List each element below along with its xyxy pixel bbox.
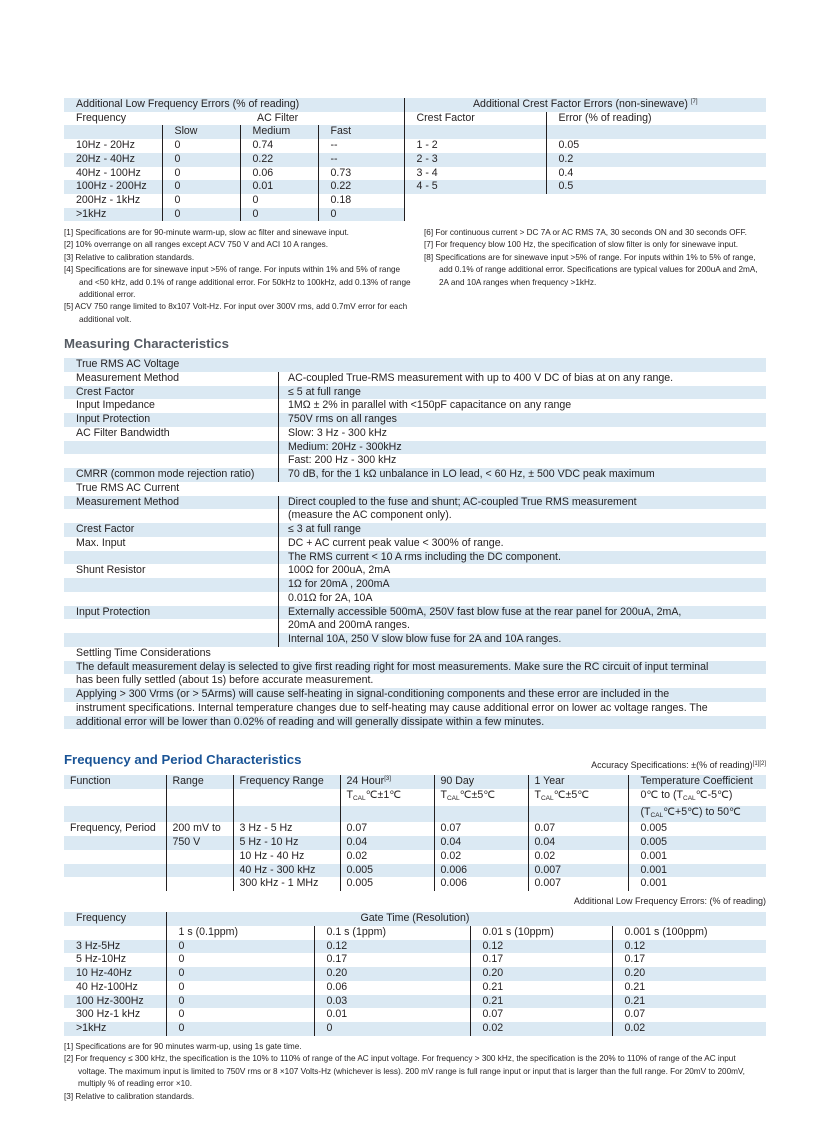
footnote: [8] Specifications are for sinewave input >5% of range. For inputs within 1% to 5% of range, add 0.1% of range additional error. Specifications are typical values for 200uA and 2mA, 2A and 10A ranges when frequency >1kHz. <box>424 252 758 287</box>
lowfreq-col-frequency: Frequency <box>76 111 127 124</box>
spec-label: AC Filter Bandwidth <box>76 426 170 439</box>
freq-cell: 0.006 <box>434 864 528 878</box>
freq-cell: 10 Hz - 40 Hz <box>233 850 340 864</box>
freq-cell: 0.04 <box>528 836 628 850</box>
gate-cell: 0.02 <box>612 1022 766 1036</box>
notes-bottom <box>64 1041 766 1103</box>
freq-cell: 0.04 <box>434 836 528 850</box>
crest-cell: 3 - 4 <box>416 166 438 179</box>
gate-cell: 0.17 <box>470 953 612 967</box>
gate-cell: 0.21 <box>470 981 612 995</box>
gate-cell: 0 <box>166 995 314 1009</box>
lowfreq-col-acfilter: AC Filter <box>162 112 404 126</box>
lowfreq-cell: -- <box>318 153 404 167</box>
gate-cell: 40 Hz-100Hz <box>76 980 138 993</box>
gate-cell: 0 <box>166 1008 314 1022</box>
gate-cell: 0.02 <box>470 1022 612 1036</box>
spec-value: Externally accessible 500mA, 250V fast blow fuse at the rear panel for 200uA, 2mA, <box>279 606 767 620</box>
gate-cell: 0.03 <box>314 995 470 1009</box>
footnote: [2] 10% overrange on all ranges except ACV 750 V and ACI 10 A ranges. <box>64 240 328 250</box>
lowfreq-title: Additional Low Frequency Errors (% of reading) <box>64 98 404 112</box>
tc-line-2: $(T_{CAL}℃+5℃)$ to 50℃ <box>628 806 766 823</box>
spec-value: 1Ω for 20mA , 200mA <box>279 578 767 592</box>
freq-cell: 0.02 <box>340 850 434 864</box>
settling-line: The default measurement delay is selected to give first reading right for most measurements. Make sure the RC circuit of input terminal <box>64 661 766 675</box>
gate-cell: 0.20 <box>612 967 766 981</box>
gate-cell: 0.06 <box>314 981 470 995</box>
lowfreq-cell: 0.06 <box>240 167 318 181</box>
freq-cell: 0.001 <box>628 850 766 864</box>
spec-value: ≤ 5 at full range <box>279 386 767 400</box>
spec-value: 100Ω for 200uA, 2mA <box>279 564 767 578</box>
crest-col-error: Error (% of reading) <box>546 112 766 126</box>
crest-cell: 0.2 <box>546 153 766 167</box>
gate-cell: 0.17 <box>314 953 470 967</box>
col-frequency: Frequency <box>64 912 166 926</box>
spec-value: Direct coupled to the fuse and shunt; AC-coupled True RMS measurement <box>279 496 767 510</box>
freq-cell: 0.02 <box>434 850 528 864</box>
spec-label <box>64 509 279 523</box>
gate-cell: 0.12 <box>612 940 766 954</box>
range-value: 750 V <box>166 836 233 850</box>
crest-cell: 0.4 <box>546 167 766 181</box>
freq-cell: 0.006 <box>434 877 528 891</box>
freq-cell: 0.001 <box>628 864 766 878</box>
tcal-24h: $T_{CAL}℃\pm 1℃$ <box>340 789 434 806</box>
col-function: Function <box>64 775 166 789</box>
gatetime-table <box>64 912 766 1036</box>
aci-title: True RMS AC Current <box>76 481 180 494</box>
freq-cell: 0.005 <box>340 877 434 891</box>
lowfreq-cell: 0 <box>162 167 240 181</box>
spec-value: The RMS current < 10 A rms including the DC component. <box>279 551 767 565</box>
low-frequency-crest-table <box>64 98 766 221</box>
col-range: Range <box>166 775 233 789</box>
gate-cell: 0.12 <box>470 940 612 954</box>
footnote: [7] For frequency blow 100 Hz, the specification of slow filter is only for sinewave input. <box>424 240 739 250</box>
spec-label <box>64 454 279 468</box>
gate-sub: 0.001 s (100ppm) <box>612 926 766 940</box>
settling-title: Settling Time Considerations <box>76 646 211 659</box>
gate-cell: 0 <box>166 953 314 967</box>
gate-sub: 0.1 s (1ppm) <box>314 926 470 940</box>
spec-value: 750V rms on all ranges <box>279 413 767 427</box>
spec-label: Input Protection <box>64 606 279 620</box>
gate-cell: 0 <box>166 940 314 954</box>
spec-label: Measurement Method <box>64 496 279 510</box>
spec-value: 20mA and 200mA ranges. <box>279 619 767 633</box>
spec-value: Slow: 3 Hz - 300 kHz <box>279 427 767 441</box>
footnote: [1] Specifications are for 90 minutes warm-up, using 1s gate time. <box>64 1042 302 1051</box>
freqperiod-table <box>64 775 766 891</box>
lowfreq-cell: 0.22 <box>240 153 318 167</box>
spec-label: Input Protection <box>64 413 279 427</box>
gate-cell: 0.17 <box>612 953 766 967</box>
gate-cell: 0 <box>166 981 314 995</box>
lowfreq-cell: 0 <box>240 208 318 222</box>
spec-value: AC-coupled True-RMS measurement with up to 400 V DC of bias at on any range. <box>279 372 767 386</box>
notes-left <box>64 227 414 326</box>
notes-right <box>424 227 766 289</box>
lowfreq-cell: 0 <box>162 208 240 222</box>
spec-value: 0.01Ω for 2A, 10A <box>279 592 767 606</box>
gate-cell: 10 Hz-40Hz <box>64 967 166 981</box>
sub-medium: Medium <box>240 125 318 139</box>
lowfreq-cell: 200Hz - 1kHz <box>76 193 141 206</box>
spec-label: Crest Factor <box>64 386 279 400</box>
freq-cell: 0.07 <box>528 822 628 836</box>
footnote: [3] Relative to calibration standards. <box>64 1091 195 1101</box>
gate-cell: 0.20 <box>470 967 612 981</box>
gate-cell: 100 Hz-300Hz <box>64 995 166 1009</box>
measuring-table <box>64 358 766 729</box>
gate-sub: 1 s (0.1ppm) <box>166 926 314 940</box>
gate-cell: 0.12 <box>314 940 470 954</box>
gate-cell: 0 <box>166 967 314 981</box>
sub-slow: Slow <box>162 125 240 139</box>
lowfreq-cell: 20Hz - 40Hz <box>64 153 162 167</box>
spec-label: Crest Factor <box>64 523 279 537</box>
footnote: [3] Relative to calibration standards. <box>64 252 195 262</box>
gate-cell: 0.20 <box>314 967 470 981</box>
freq-cell: 40 Hz - 300 kHz <box>233 864 340 878</box>
spec-value: Medium: 20Hz - 300kHz <box>279 441 767 455</box>
col-1year: 1 Year <box>528 775 628 789</box>
settling-line: instrument specifications. Internal temperature changes due to self-heating may cause additional error on lower ac voltage ranges. The <box>76 701 708 714</box>
lowfreq-cell: 0 <box>162 180 240 194</box>
spec-label: Input Impedance <box>76 399 155 412</box>
crest-col-crest: Crest Factor <box>416 111 475 124</box>
lowfreq-cell: 0 <box>240 194 318 208</box>
spec-label <box>64 619 279 633</box>
gate-cell: 0.21 <box>470 995 612 1009</box>
range-value: 200 mV to <box>166 822 233 836</box>
spec-value: 1MΩ ± 2% in parallel with <150pF capacitance on any range <box>279 399 767 413</box>
freqperiod-heading: Frequency and Period Characteristics <box>64 752 302 767</box>
gate-cell: 0 <box>166 1022 314 1036</box>
crest-cell: 4 - 5 <box>404 180 546 194</box>
spec-label: Shunt Resistor <box>76 564 146 577</box>
lowfreq-cell: 40Hz - 100Hz <box>76 166 141 179</box>
measuring-heading: Measuring Characteristics <box>64 336 229 351</box>
accuracy-caption: Accuracy Specifications: ±(% of reading)[1][2] <box>591 760 766 770</box>
col-90day: 90 Day <box>434 775 528 789</box>
footnote: [4] Specifications are for sinewave input >5% of range. For inputs within 1% and 5% of range and <50 kHz, add 0.1% of range additional error. For 50kHz to 100kHz, add 0.13% of range additional error. <box>64 265 411 300</box>
tc-line-1: 0℃ to $(T_{CAL}℃-5℃)$ <box>628 789 766 806</box>
gate-cell: 0 <box>314 1022 470 1036</box>
spec-label <box>64 551 279 565</box>
lowfreq-cell: 100Hz - 200Hz <box>64 180 162 194</box>
freq-cell: 0.02 <box>528 850 628 864</box>
spec-value: DC + AC current peak value < 300% of range. <box>279 537 767 551</box>
gate-cell: 0.21 <box>612 995 766 1009</box>
footnote: [2] For frequency ≤ 300 kHz, the specification is the 10% to 110% of range of the AC input voltage. For frequency > 300 kHz, the specification is the 20% to 110% of range of the AC input voltage. The maximum input is limited to 750V rms or 8 ×107 Volts-Hz (whichever is less). 200 mV range is full range input or input that is larger than the full range. For 20mV to 200mV, multiply % of reading error ×10. <box>64 1054 745 1089</box>
lowfreq-cell: >1kHz <box>64 208 162 222</box>
lowfreq-cell: 0.22 <box>318 180 404 194</box>
gate-cell: >1kHz <box>64 1022 166 1036</box>
freq-cell: 3 Hz - 5 Hz <box>233 822 340 836</box>
crest-cell: 2 - 3 <box>404 153 546 167</box>
lowfreq-cell: 0 <box>162 139 240 153</box>
freq-cell: 5 Hz - 10 Hz <box>233 836 340 850</box>
lowfreq-cell: 0 <box>318 208 404 222</box>
gate-cell: 300 Hz-1 kHz <box>76 1008 141 1021</box>
spec-value: ≤ 3 at full range <box>279 523 767 537</box>
gate-cell: 3 Hz-5Hz <box>64 940 166 954</box>
footnote: [5] ACV 750 range limited to 8x107 Volt-Hz. For input over 300V rms, add 0.7mV error for each additional volt. <box>64 302 408 324</box>
tcal-90d: $T_{CAL}℃\pm 5℃$ <box>434 789 528 806</box>
gatetime-caption: Additional Low Frequency Errors: (% of reading) <box>573 896 766 906</box>
sub-fast: Fast <box>318 125 404 139</box>
lowfreq-cell: 0.18 <box>318 194 404 208</box>
freq-cell: 0.005 <box>340 864 434 878</box>
spec-label: Max. Input <box>76 536 126 549</box>
gate-cell: 5 Hz-10Hz <box>76 953 127 966</box>
freq-cell: 0.007 <box>528 864 628 878</box>
spec-value: 70 dB, for the 1 kΩ unbalance in LO lead, < 60 Hz, ± 500 VDC peak maximum <box>279 468 767 482</box>
tcal-1y: $T_{CAL}℃\pm 5℃$ <box>528 789 628 806</box>
footnote: [6] For continuous current > DC 7A or AC RMS 7A, 30 seconds ON and 30 seconds OFF. <box>424 228 747 237</box>
lowfreq-cell: 0.01 <box>240 180 318 194</box>
settling-line: additional error will be lower than 0.02% of reading and will generally dissipate within a few minutes. <box>64 716 766 730</box>
spec-label: CMRR (common mode rejection ratio) <box>64 468 279 482</box>
gate-cell: 0.21 <box>612 981 766 995</box>
crest-cell: 0.5 <box>546 180 766 194</box>
lowfreq-cell: 0.73 <box>318 167 404 181</box>
col-tempco: Temperature Coefficient <box>628 775 766 789</box>
spec-label: Measurement Method <box>76 371 180 384</box>
crest-cell: 0.05 <box>546 139 766 153</box>
freq-cell: 0.07 <box>434 822 528 836</box>
footnote: [1] Specifications are for 90-minute warm-up, slow ac filter and sinewave input. <box>64 228 349 237</box>
gate-cell: 0.01 <box>314 1008 470 1022</box>
col-freq-range: Frequency Range <box>233 775 340 789</box>
crest-cell: 1 - 2 <box>416 139 438 152</box>
col-gate-time: Gate Time (Resolution) <box>166 912 766 926</box>
spec-label <box>64 592 279 606</box>
freq-cell: 0.07 <box>340 822 434 836</box>
freq-cell: 0.04 <box>340 836 434 850</box>
lowfreq-cell: 10Hz - 20Hz <box>76 139 135 152</box>
col-24hour: 24 Hour[3] <box>340 775 434 789</box>
spec-value: (measure the AC component only). <box>279 509 767 523</box>
settling-line: has been fully settled (about 1s) before accurate measurement. <box>76 674 374 687</box>
crest-title: Additional Crest Factor Errors (non-sinewave) [7] <box>404 98 766 112</box>
lowfreq-cell: 0 <box>162 153 240 167</box>
spec-value: Fast: 200 Hz - 300 kHz <box>279 454 767 468</box>
lowfreq-cell: 0.74 <box>240 139 318 153</box>
freq-cell: 0.005 <box>628 822 766 836</box>
function-value: Frequency, Period <box>70 822 156 835</box>
spec-label <box>64 578 279 592</box>
spec-value: Internal 10A, 250 V slow blow fuse for 2A and 10A ranges. <box>279 633 767 647</box>
freq-cell: 0.007 <box>528 877 628 891</box>
freq-cell: 300 kHz - 1 MHz <box>233 877 340 891</box>
gate-cell: 0.07 <box>470 1008 612 1022</box>
lowfreq-cell: -- <box>318 139 404 153</box>
spec-label <box>64 441 279 455</box>
gate-sub: 0.01 s (10ppm) <box>470 926 612 940</box>
freq-cell: 0.001 <box>628 877 766 891</box>
gate-cell: 0.07 <box>612 1008 766 1022</box>
spec-label <box>64 633 279 647</box>
settling-line: Applying > 300 Vrms (or > 5Arms) will cause self-heating in signal-conditioning components and these error are included in the <box>64 688 766 702</box>
lowfreq-cell: 0 <box>162 194 240 208</box>
acv-title: True RMS AC Voltage <box>64 358 766 372</box>
freq-cell: 0.005 <box>628 836 766 850</box>
